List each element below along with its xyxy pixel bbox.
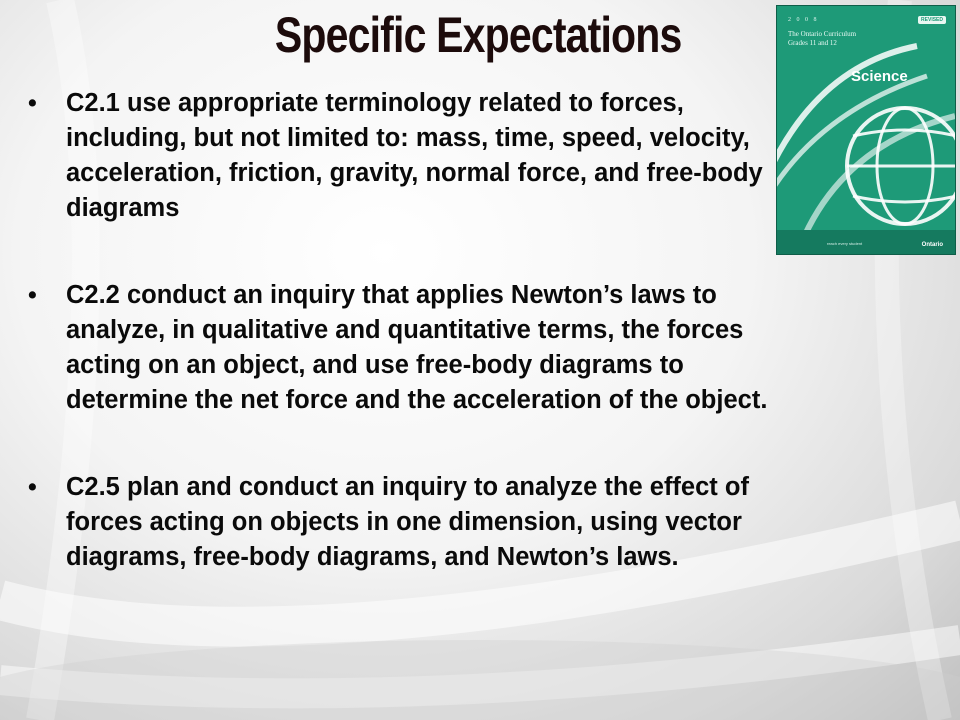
cover-grades-line: Grades 11 and 12 — [788, 39, 837, 47]
ontario-logo: Ontario — [921, 242, 943, 248]
revised-badge: REVISED — [918, 16, 946, 24]
cover-curriculum-line: The Ontario Curriculum — [788, 30, 857, 38]
cover-tagline: reach every student — [827, 241, 863, 246]
bullet-marker: • — [28, 89, 37, 117]
bullet-marker: • — [28, 281, 37, 309]
cover-subject: Science — [851, 68, 908, 85]
cover-year: 2 0 0 8 — [788, 17, 819, 23]
bullet-marker: • — [28, 473, 37, 501]
bullet-text: C2.5 plan and conduct an inquiry to analyze the effect of forces acting on objects in one dimension, using vector diagrams, free-body diagrams, and Newton’s laws. — [66, 473, 749, 571]
bullet-text: C2.1 use appropriate terminology related to forces, including, but not limited to: mass, time, speed, velocity, acceleration, friction, gravity, normal force, and free-body diagrams — [66, 89, 763, 222]
bullet-c2-2 — [28, 278, 798, 418]
bullet-c2-1 — [28, 86, 798, 226]
bullet-list — [28, 86, 798, 575]
slide-title: Specific Expectations — [274, 7, 682, 63]
bullet-text: C2.2 conduct an inquiry that applies Newton’s laws to analyze, in qualitative and quantitative terms, the forces acting on an object, and use free-body diagrams to determine the net force and the acceleration of the object. — [66, 281, 768, 414]
bullet-c2-5 — [28, 470, 798, 575]
curriculum-cover-image — [776, 5, 956, 255]
